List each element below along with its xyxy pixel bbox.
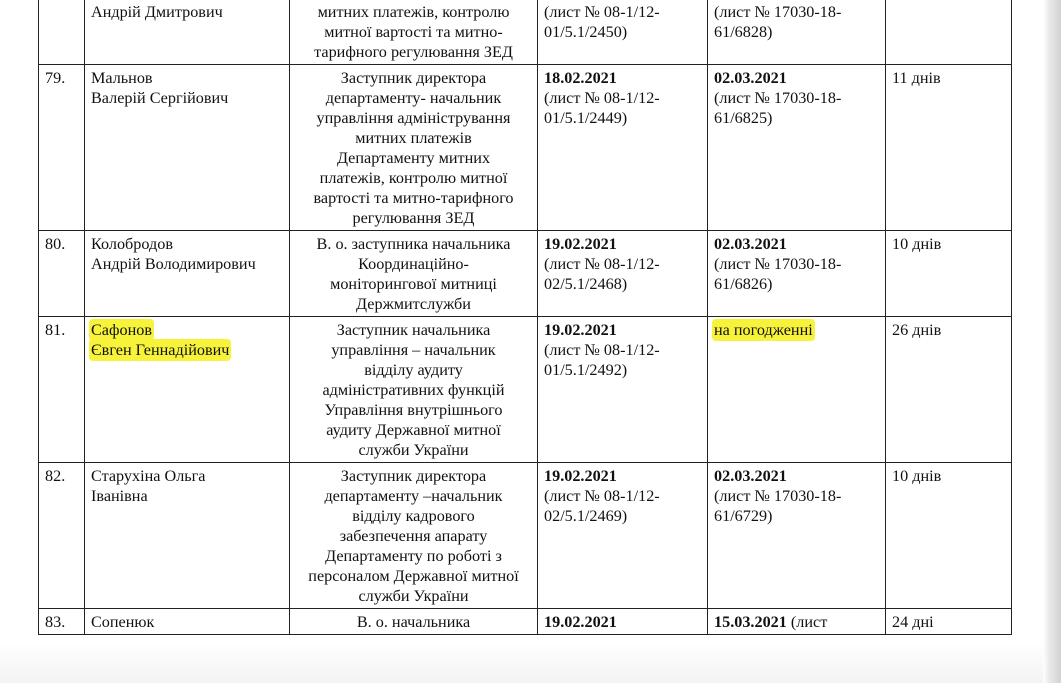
- position-line: Департаменту митних: [336, 149, 491, 167]
- submission-date: 19.02.2021: [544, 321, 617, 339]
- highlighted-name-line: Євген Геннадійович: [91, 341, 230, 359]
- name-line: Іванівна: [91, 487, 148, 505]
- table-row: [39, 463, 1012, 609]
- letter-line: (лист № 08-1/12-: [544, 341, 660, 359]
- approval-status-highlighted: на погодженні: [714, 321, 813, 339]
- letter-line: (лист № 08-1/12-: [544, 89, 660, 107]
- position-line: персоналом Державної митної: [308, 567, 519, 585]
- letter-line: 61/6828): [714, 23, 773, 41]
- highlighted-name-line: Сафонов: [91, 321, 152, 339]
- position-line: платежів, контролю митної: [319, 169, 508, 187]
- letter-line: (лист № 08-1/12-: [544, 3, 660, 21]
- days-cell: 11 днів: [886, 65, 1012, 231]
- days-cell: 24 дні: [886, 609, 1012, 635]
- position-line: Заступник директора: [340, 467, 487, 485]
- letter-line: 02/5.1/2468): [544, 275, 628, 293]
- name-line: Андрій Дмитрович: [91, 3, 223, 21]
- days-cell: 10 днів: [886, 463, 1012, 609]
- position-cell: [290, 317, 538, 463]
- person-name: [85, 463, 290, 609]
- position-cell: [290, 0, 538, 65]
- name-line: Сопенюк: [91, 613, 155, 631]
- row-number: 83.: [39, 609, 85, 635]
- person-name: [85, 231, 290, 317]
- table-row: [39, 0, 1012, 65]
- approval-cell: [708, 231, 886, 317]
- submission-date: 19.02.2021: [544, 235, 617, 253]
- approval-date: 15.03.2021: [714, 613, 787, 631]
- approval-cell: [708, 463, 886, 609]
- position-line: департаменту –начальник: [324, 487, 503, 505]
- department-submission-cell: [538, 231, 708, 317]
- position-line: Заступник начальника: [336, 321, 491, 339]
- letter-line: (лист № 17030-18-: [714, 255, 842, 273]
- table-row: [39, 231, 1012, 317]
- position-line: митних платежів, контролю: [317, 3, 510, 21]
- position-line: аудиту Державної митної: [326, 421, 501, 439]
- days-cell: 10 днів: [886, 231, 1012, 317]
- position-cell: [290, 231, 538, 317]
- position-line: Управління внутрішнього: [324, 401, 503, 419]
- letter-line: 61/6826): [714, 275, 773, 293]
- letter-line: 61/6825): [714, 109, 773, 127]
- position-cell: [290, 463, 538, 609]
- person-name: [85, 65, 290, 231]
- submission-date: 18.02.2021: [544, 69, 617, 87]
- table-row: [39, 65, 1012, 231]
- position-line: Заступник директора: [340, 69, 487, 87]
- position-line: Координаційно-: [358, 255, 469, 273]
- name-line: Валерій Сергійович: [91, 89, 229, 107]
- position-line: управління – начальник: [331, 341, 496, 359]
- person-name: [85, 0, 290, 65]
- position-line: тарифного регулювання ЗЕД: [314, 43, 513, 61]
- position-line: митної вартості та митно-: [324, 23, 503, 41]
- approval-cell: [708, 609, 886, 635]
- position-line: служби України: [358, 441, 469, 459]
- letter-line: (лист № 17030-18-: [714, 89, 842, 107]
- letter-line: 01/5.1/2492): [544, 361, 628, 379]
- letter-line: (лист: [786, 613, 828, 631]
- approval-table: [38, 0, 1012, 635]
- row-number: 81.: [39, 317, 85, 463]
- position-line: адміністративних функцій: [322, 381, 505, 399]
- approval-cell: [708, 317, 886, 463]
- letter-line: (лист № 08-1/12-: [544, 255, 660, 273]
- position-line: В. о. начальника: [356, 613, 471, 631]
- approval-date: 02.03.2021: [714, 69, 787, 87]
- department-submission-cell: [538, 609, 708, 635]
- department-submission-cell: [538, 463, 708, 609]
- position-cell: [290, 609, 538, 635]
- position-line: відділу аудиту: [364, 361, 463, 379]
- department-submission-cell: [538, 0, 708, 65]
- days-cell: 26 днів: [886, 317, 1012, 463]
- person-name: [85, 317, 290, 463]
- page-bottom-shade: [0, 643, 1061, 683]
- letter-line: 02/5.1/2469): [544, 507, 628, 525]
- position-line: вартості та митно-тарифного: [313, 189, 514, 207]
- letter-line: 01/5.1/2450): [544, 23, 628, 41]
- position-line: відділу кадрового: [352, 507, 475, 525]
- position-line: служби України: [358, 587, 469, 605]
- table-row: [39, 317, 1012, 463]
- days-cell: [886, 0, 1012, 65]
- position-cell: [290, 65, 538, 231]
- submission-date: 19.02.2021: [544, 467, 617, 485]
- approval-date: 02.03.2021: [714, 467, 787, 485]
- department-submission-cell: [538, 317, 708, 463]
- approval-cell: [708, 0, 886, 65]
- row-number: 79.: [39, 65, 85, 231]
- name-line: Колобродов: [91, 235, 173, 253]
- position-line: моніторингової митниці: [330, 275, 497, 293]
- position-line: департаменту- начальник: [325, 89, 502, 107]
- position-line: управління адміністрування: [316, 109, 511, 127]
- table-row: [39, 609, 1012, 635]
- approval-cell: [708, 65, 886, 231]
- name-line: Старухіна Ольга: [91, 467, 206, 485]
- position-line: Держмитслужби: [356, 295, 471, 313]
- row-number: [39, 0, 85, 65]
- row-number: 80.: [39, 231, 85, 317]
- letter-line: 61/6729): [714, 507, 773, 525]
- letter-line: (лист № 08-1/12-: [544, 487, 660, 505]
- position-line: Департаменту по роботі з: [325, 547, 502, 565]
- page-edge-shadow: [1043, 0, 1061, 683]
- position-line: В. о. заступника начальника: [316, 235, 511, 253]
- submission-date: 19.02.2021: [544, 613, 617, 631]
- letter-line: (лист № 17030-18-: [714, 487, 842, 505]
- letter-line: 01/5.1/2449): [544, 109, 628, 127]
- position-line: митних платежів: [355, 129, 472, 147]
- row-number: 82.: [39, 463, 85, 609]
- approval-date: 02.03.2021: [714, 235, 787, 253]
- department-submission-cell: [538, 65, 708, 231]
- position-line: регулювання ЗЕД: [352, 209, 475, 227]
- name-line: Мальнов: [91, 69, 153, 87]
- person-name: [85, 609, 290, 635]
- position-line: забезпечення апарату: [339, 527, 488, 545]
- letter-line: (лист № 17030-18-: [714, 3, 842, 21]
- name-line: Андрій Володимирович: [91, 255, 256, 273]
